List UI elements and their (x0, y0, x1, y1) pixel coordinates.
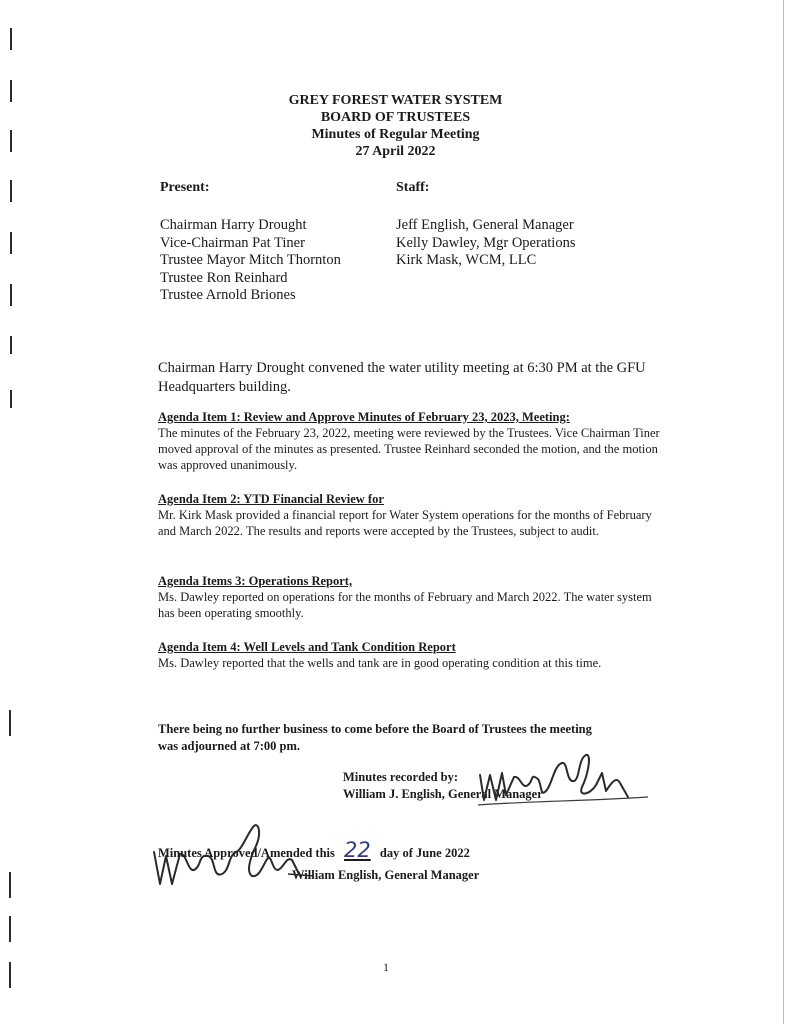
agenda-item-body: Ms. Dawley reported that the wells and tank are in good operating condition at this time. (158, 656, 602, 670)
list-item: Kelly Dawley, Mgr Operations (396, 234, 576, 251)
meeting-date: 27 April 2022 (355, 144, 436, 159)
scan-edge-mark (10, 180, 12, 202)
approval-suffix: day of June 2022 (379, 846, 470, 860)
approval-day: 22 (344, 838, 371, 862)
list-item: Chairman Harry Drought (160, 217, 307, 233)
closing-line-2: was adjourned at 7:00 pm. (158, 739, 301, 753)
board-title: BOARD OF TRUSTEES (320, 110, 471, 125)
agenda-item-title: Agenda Item 1: Review and Approve Minutes of February 23, 2023, Meeting: (158, 410, 570, 424)
scan-edge-mark (9, 916, 11, 942)
document-type: Minutes of Regular Meeting (311, 127, 480, 142)
agenda-item-body: Ms. Dawley reported on operations for the months of February and March 2022. The water system has been operating smoothly. (158, 590, 652, 620)
agenda-item-2 (158, 492, 663, 539)
agenda-item-4 (158, 640, 678, 671)
list-item: Trustee Arnold Briones (160, 287, 296, 303)
page-number: 1 (383, 960, 389, 974)
scan-edge-mark (10, 232, 12, 254)
agenda-item-title: Agenda Item 2: YTD Financial Review for (158, 492, 384, 506)
closing-line-1: There being no further business to come before the Board of Trustees the meeting (158, 722, 592, 736)
recorded-by-label: Minutes recorded by: (343, 770, 459, 784)
agenda-item-1 (158, 410, 663, 473)
org-title: GREY FOREST WATER SYSTEM (288, 93, 503, 108)
agenda-item-title: Agenda Item 4: Well Levels and Tank Condition Report (158, 640, 456, 654)
agenda-item-body: The minutes of the February 23, 2022, meeting were reviewed by the Trustees. Vice Chairman Tiner moved approval of the minutes as presented. Trustee Reinhard seconded the motion, and the motion was approved unanimously. (158, 426, 660, 472)
approval-prefix: Minutes Approved/Amended this (158, 846, 335, 860)
scan-edge-mark (9, 710, 11, 736)
present-label: Present: (160, 180, 210, 195)
scan-edge-mark (10, 28, 12, 50)
scan-edge-mark (10, 390, 12, 408)
scan-edge-mark (10, 284, 12, 306)
agenda-item-body: Mr. Kirk Mask provided a financial report for Water System operations for the months of February and March 2022. The results and reports were accepted by the Trustees, subject to audit. (158, 508, 652, 538)
list-item: Kirk Mask, WCM, LLC (396, 252, 537, 268)
staff-label: Staff: (396, 180, 430, 195)
agenda-item-title: Agenda Items 3: Operations Report, (158, 574, 353, 588)
approver-signature (148, 812, 318, 892)
scan-edge-mark (9, 962, 11, 988)
list-item: Vice-Chairman Pat Tiner (160, 234, 305, 251)
list-item: Jeff English, General Manager (396, 217, 574, 233)
intro-paragraph: Chairman Harry Drought convened the water utility meeting at 6:30 PM at the GFU Headquarters building. (158, 360, 646, 395)
scan-edge-mark (10, 336, 12, 354)
agenda-item-3 (158, 574, 663, 621)
recorder-signature (470, 735, 660, 810)
recorder-name: William J. English, General Manager (343, 787, 543, 801)
approver-name: William English, General Manager (292, 868, 480, 882)
list-item: Trustee Mayor Mitch Thornton (160, 252, 341, 268)
staff-list (396, 217, 575, 270)
scan-edge-mark (9, 872, 11, 898)
present-list (160, 217, 341, 305)
list-item: Trustee Ron Reinhard (160, 269, 288, 286)
